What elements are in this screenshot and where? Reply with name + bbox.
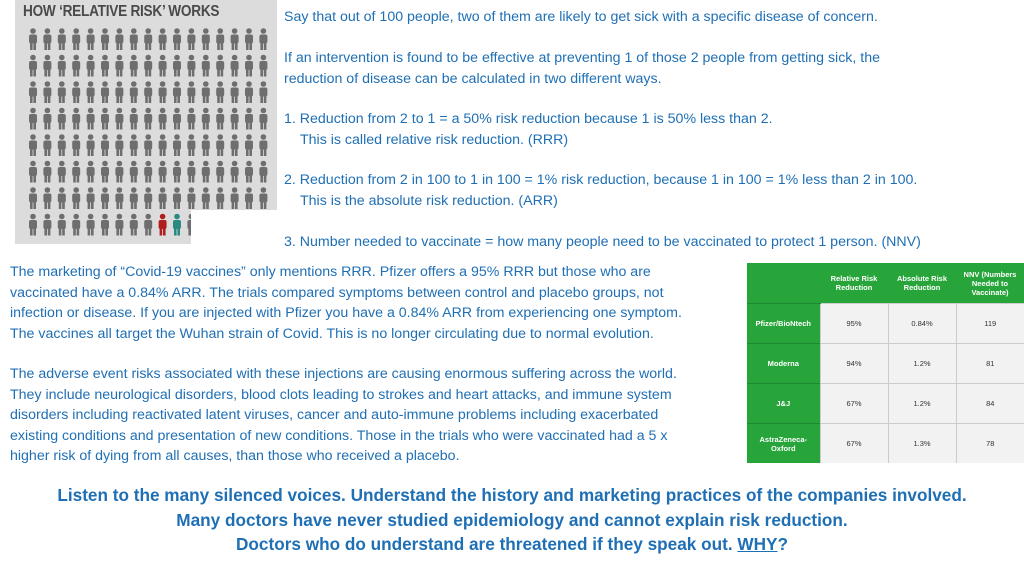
why-emphasis: WHY bbox=[737, 534, 778, 554]
person-figure bbox=[115, 28, 123, 50]
person-figure bbox=[130, 28, 138, 50]
table-row bbox=[747, 344, 1024, 384]
person-figure bbox=[58, 187, 66, 209]
infographic-title: HOW ‘RELATIVE RISK’ WORKS bbox=[23, 3, 220, 20]
person-figure bbox=[29, 187, 37, 209]
table-header-row bbox=[747, 263, 1024, 304]
person-figure bbox=[29, 81, 37, 103]
person-figure bbox=[245, 134, 253, 156]
person-figure bbox=[202, 134, 210, 156]
table-corner-cell bbox=[747, 263, 820, 304]
nnv-cell: 81 bbox=[956, 344, 1024, 384]
nnv-cell: 119 bbox=[956, 304, 1024, 344]
person-figure bbox=[259, 134, 267, 156]
person-figure bbox=[202, 161, 210, 183]
person-figure bbox=[144, 187, 152, 209]
person-figure bbox=[72, 161, 80, 183]
closing-line: Many doctors have never studied epidemiology and cannot explain risk reduction. bbox=[176, 509, 848, 530]
person-figure bbox=[144, 55, 152, 77]
person-figure bbox=[101, 28, 109, 50]
marketing-line: The marketing of “Covid-19 vaccines” only mentions RRR. Pfizer offers a 95% RRR but those who are bbox=[10, 264, 651, 280]
person-figure bbox=[259, 81, 267, 103]
person-figure bbox=[29, 108, 37, 130]
closing-line: Listen to the many silenced voices. Understand the history and marketing practices of the companies involved. bbox=[57, 485, 967, 505]
marketing-paragraph bbox=[10, 262, 682, 344]
person-figure bbox=[58, 214, 66, 236]
rrr-explanation bbox=[284, 109, 773, 150]
rrr-cell: 95% bbox=[820, 304, 888, 344]
person-figure bbox=[101, 108, 109, 130]
person-figure bbox=[216, 81, 224, 103]
person-figure bbox=[231, 134, 239, 156]
rrr-line: This is called relative risk reduction. (RRR) bbox=[300, 131, 569, 148]
person-figure bbox=[159, 134, 167, 156]
person-figure bbox=[43, 161, 51, 183]
table-row bbox=[747, 384, 1024, 424]
person-figure bbox=[29, 161, 37, 183]
rrr-cell: 67% bbox=[820, 424, 888, 464]
person-figure bbox=[173, 108, 181, 130]
adverse-line: higher risk of dying from all causes, than those who received a placebo. bbox=[10, 448, 460, 464]
rrr-line: 1. Reduction from 2 to 1 = a 50% risk reduction because 1 is 50% less than 2. bbox=[284, 111, 773, 127]
person-figure bbox=[216, 187, 224, 209]
person-figure bbox=[58, 28, 66, 50]
person-figure bbox=[202, 187, 210, 209]
sick-person-figure bbox=[159, 214, 167, 236]
intervention-text bbox=[284, 48, 880, 89]
person-figure bbox=[87, 187, 95, 209]
person-figure bbox=[87, 81, 95, 103]
person-figure bbox=[159, 161, 167, 183]
person-figure bbox=[231, 161, 239, 183]
person-figure bbox=[259, 55, 267, 77]
person-figure bbox=[43, 214, 51, 236]
person-figure bbox=[173, 161, 181, 183]
person-figure bbox=[144, 81, 152, 103]
person-figure bbox=[245, 28, 253, 50]
person-figure bbox=[115, 55, 123, 77]
person-figure bbox=[159, 28, 167, 50]
adverse-line: existing conditions and presentation of new conditions. Those in the trials who were vaccinated had a 5 x bbox=[10, 427, 668, 444]
person-figure bbox=[130, 161, 138, 183]
header-nnv-label: NNV (Numbers Needed to Vaccinate) bbox=[963, 269, 1017, 297]
person-figure bbox=[58, 108, 66, 130]
person-figure bbox=[259, 187, 267, 209]
person-figure bbox=[130, 187, 138, 209]
person-figure bbox=[259, 161, 267, 183]
intervention-line: If an intervention is found to be effective at preventing 1 of those 2 people from getting sick, the bbox=[284, 50, 880, 66]
person-figure bbox=[202, 108, 210, 130]
person-figure bbox=[216, 108, 224, 130]
vaccine-name: Pfizer/BioNtech bbox=[747, 304, 820, 344]
blank-patch bbox=[191, 210, 277, 244]
header-nnv bbox=[956, 263, 1024, 304]
arr-cell: 1.3% bbox=[888, 424, 956, 464]
person-figure bbox=[187, 81, 195, 103]
person-figure bbox=[216, 134, 224, 156]
person-figure bbox=[115, 134, 123, 156]
person-figure bbox=[216, 55, 224, 77]
person-figure bbox=[216, 28, 224, 50]
person-figure bbox=[173, 55, 181, 77]
vaccine-name: J&J bbox=[747, 384, 820, 424]
person-figure bbox=[29, 55, 37, 77]
person-figure bbox=[173, 187, 181, 209]
person-figure bbox=[159, 55, 167, 77]
arr-cell: 1.2% bbox=[888, 384, 956, 424]
person-figure bbox=[231, 108, 239, 130]
person-figure bbox=[101, 134, 109, 156]
person-figure bbox=[231, 55, 239, 77]
arr-cell: 1.2% bbox=[888, 344, 956, 384]
person-figure bbox=[187, 55, 195, 77]
person-figure bbox=[245, 108, 253, 130]
person-figure bbox=[173, 28, 181, 50]
closing-line bbox=[0, 532, 1024, 557]
person-figure bbox=[130, 214, 138, 236]
arr-explanation bbox=[284, 170, 917, 211]
person-figure bbox=[101, 81, 109, 103]
person-figure bbox=[72, 81, 80, 103]
person-figure bbox=[43, 108, 51, 130]
person-figure bbox=[259, 28, 267, 50]
person-figure bbox=[87, 134, 95, 156]
person-figure bbox=[72, 134, 80, 156]
person-figure bbox=[144, 214, 152, 236]
recovered-person-figure bbox=[173, 214, 181, 236]
person-figure bbox=[144, 28, 152, 50]
person-figure bbox=[216, 161, 224, 183]
person-figure bbox=[130, 134, 138, 156]
person-figure bbox=[115, 214, 123, 236]
person-figure bbox=[187, 134, 195, 156]
person-figure bbox=[72, 187, 80, 209]
vaccine-risk-table bbox=[747, 263, 1024, 463]
person-figure bbox=[115, 108, 123, 130]
person-figure bbox=[29, 28, 37, 50]
person-figure bbox=[101, 55, 109, 77]
person-figure bbox=[187, 187, 195, 209]
person-figure bbox=[43, 134, 51, 156]
person-figure bbox=[130, 55, 138, 77]
person-figure bbox=[29, 134, 37, 156]
person-figure bbox=[202, 81, 210, 103]
rrr-cell: 94% bbox=[820, 344, 888, 384]
person-figure bbox=[87, 55, 95, 77]
person-figure bbox=[231, 81, 239, 103]
person-figure bbox=[115, 187, 123, 209]
person-figure bbox=[87, 161, 95, 183]
person-figure bbox=[159, 187, 167, 209]
closing-line-text: Doctors who do understand are threatened if they speak out. bbox=[236, 534, 738, 554]
person-figure bbox=[245, 161, 253, 183]
nnv-cell: 78 bbox=[956, 424, 1024, 464]
arr-line: This is the absolute risk reduction. (ARR) bbox=[300, 192, 558, 209]
person-figure bbox=[245, 55, 253, 77]
person-figure bbox=[187, 28, 195, 50]
person-figure bbox=[101, 187, 109, 209]
person-figure bbox=[43, 81, 51, 103]
person-figure bbox=[87, 28, 95, 50]
person-figure bbox=[231, 28, 239, 50]
person-figure bbox=[159, 81, 167, 103]
person-figure bbox=[130, 81, 138, 103]
adverse-events-paragraph bbox=[10, 364, 677, 467]
nnv-cell: 84 bbox=[956, 384, 1024, 424]
person-figure bbox=[173, 81, 181, 103]
person-figure bbox=[245, 81, 253, 103]
closing-statements bbox=[0, 483, 1024, 557]
person-figure bbox=[259, 108, 267, 130]
person-figure bbox=[87, 108, 95, 130]
person-figure bbox=[58, 81, 66, 103]
person-figure bbox=[115, 161, 123, 183]
adverse-line: The adverse event risks associated with these injections are causing enormous suffering across the world. bbox=[10, 366, 677, 382]
people-grid bbox=[24, 26, 270, 240]
table-row bbox=[747, 304, 1024, 344]
person-figure bbox=[187, 108, 195, 130]
person-figure bbox=[58, 134, 66, 156]
marketing-line: The vaccines all target the Wuhan strain of Covid. This is no longer circulating due to normal evolution. bbox=[10, 325, 654, 342]
person-figure bbox=[29, 214, 37, 236]
person-figure bbox=[130, 108, 138, 130]
person-figure bbox=[72, 108, 80, 130]
person-figure bbox=[144, 108, 152, 130]
person-figure bbox=[159, 108, 167, 130]
person-figure bbox=[173, 134, 181, 156]
vaccine-name: AstraZeneca-Oxford bbox=[747, 424, 820, 464]
person-figure bbox=[72, 55, 80, 77]
person-figure bbox=[202, 28, 210, 50]
intervention-line: reduction of disease can be calculated in two different ways. bbox=[284, 70, 662, 87]
person-figure bbox=[144, 134, 152, 156]
person-figure bbox=[187, 161, 195, 183]
header-rrr: Relative Risk Reduction bbox=[820, 263, 888, 304]
arr-cell: 0.84% bbox=[888, 304, 956, 344]
person-figure bbox=[43, 187, 51, 209]
person-figure bbox=[43, 28, 51, 50]
person-figure bbox=[245, 187, 253, 209]
adverse-line: They include neurological disorders, blood clots leading to strokes and heart attacks, and immune system bbox=[10, 386, 672, 403]
vaccine-name: Moderna bbox=[747, 344, 820, 384]
person-figure bbox=[43, 55, 51, 77]
person-figure bbox=[202, 55, 210, 77]
person-figure bbox=[72, 214, 80, 236]
table-row bbox=[747, 424, 1024, 464]
person-figure bbox=[72, 28, 80, 50]
person-figure bbox=[115, 81, 123, 103]
arr-line: 2. Reduction from 2 in 100 to 1 in 100 = 1% risk reduction, because 1 in 100 = 1% less than 2 in 100. bbox=[284, 172, 918, 188]
person-figure bbox=[87, 214, 95, 236]
relative-risk-infographic bbox=[15, 0, 277, 244]
person-figure bbox=[58, 55, 66, 77]
person-figure bbox=[58, 161, 66, 183]
rrr-cell: 67% bbox=[820, 384, 888, 424]
person-figure bbox=[231, 187, 239, 209]
marketing-line: vaccinated have a 0.84% ARR. The trials compared symptoms between control and placebo groups, not bbox=[10, 284, 664, 301]
intro-text: Say that out of 100 people, two of them are likely to get sick with a specific disease of concern. bbox=[284, 9, 878, 25]
person-figure bbox=[101, 214, 109, 236]
person-figure bbox=[144, 161, 152, 183]
person-figure bbox=[101, 161, 109, 183]
marketing-line: infection or disease. If you are injected with Pfizer you have a 0.84% ARR from experiencing one symptom. bbox=[10, 305, 682, 321]
nnv-explanation: 3. Number needed to vaccinate = how many people need to be vaccinated to protect 1 person. (NNV) bbox=[284, 234, 921, 250]
closing-line-end: ? bbox=[777, 534, 788, 554]
header-arr: Absolute Risk Reduction bbox=[888, 263, 956, 304]
adverse-line: disorders including reactivated latent viruses, cancer and auto-immune problems including exacerbated bbox=[10, 407, 659, 423]
